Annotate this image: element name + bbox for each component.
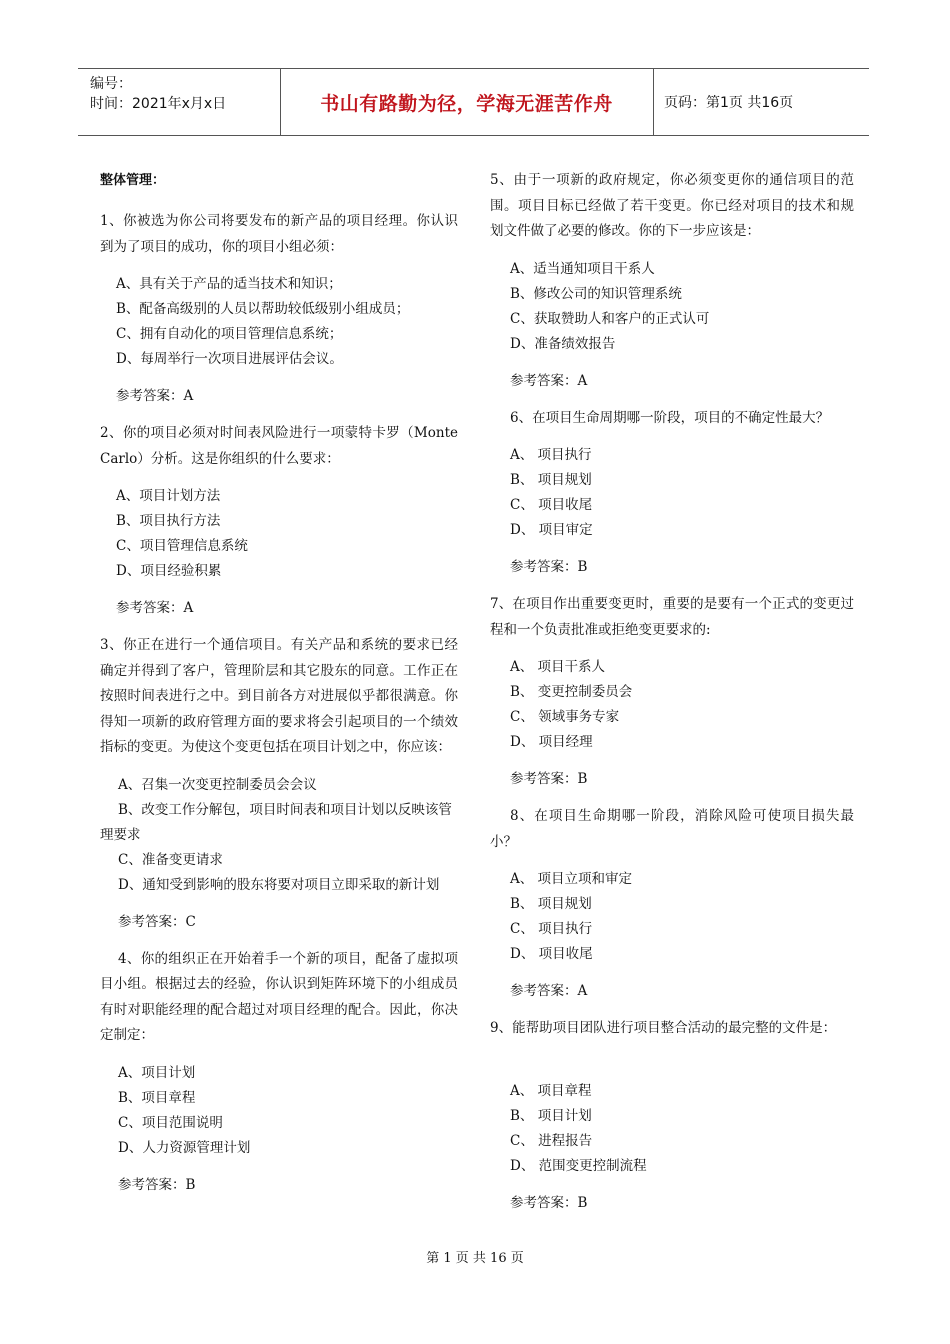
question-7 (490, 592, 854, 792)
question-4 (100, 947, 458, 1198)
option: B、改变工作分解包，项目时间表和项目计划以反映该管理要求 (100, 801, 452, 843)
option-list (100, 773, 458, 898)
option: B、 项目计划 (510, 1107, 592, 1124)
header-page-cell (654, 69, 869, 135)
question-6 (490, 406, 854, 581)
option: C、 项目收尾 (510, 497, 593, 513)
section-title: 整体管理： (100, 173, 166, 188)
question-text: 5、由于一项新的政府规定，你必须变更你的通信项目的范围。项目目标已经做了若干变更。你已经对项目的技术和规划文件做了必要的修改。你的下一步应该是： (490, 172, 854, 239)
option-list (490, 1079, 854, 1179)
number-label: 编号： (90, 76, 132, 92)
question-text: 3、你正在进行一个通信项目。有关产品和系统的要求已经确定并得到了客户，管理阶层和其它股东的同意。工作正在按照时间表进行之中。到目前各方对进展似乎都很满意。你得知一项新的政府管理方面的要求将会引起项目的一个绩效指标的变更。为使这个变更包括在项目计划之中，你应该： (100, 637, 458, 755)
page-label: 页码：第1页 共16页 (664, 95, 794, 111)
option-list (100, 272, 458, 372)
option: B、项目章程 (118, 1089, 196, 1106)
date-label: 时间：2021年x月x日 (90, 96, 227, 112)
option: D、 项目收尾 (510, 946, 593, 962)
question-1 (100, 209, 458, 409)
option: C、项目范围说明 (118, 1114, 223, 1131)
question-3 (100, 633, 458, 935)
option-list (490, 867, 854, 967)
option: A、项目计划 (118, 1064, 196, 1081)
option: A、 项目执行 (510, 447, 592, 463)
right-column (490, 168, 854, 1228)
answer: 参考答案：A (510, 372, 588, 389)
answer: 参考答案：A (116, 388, 194, 404)
option: C、获取赞助人和客户的正式认可 (510, 310, 710, 327)
option: C、 项目执行 (510, 921, 593, 937)
question-text: 4、你的组织正在开始着手一个新的项目，配备了虚拟项目小组。根据过去的经验，你认识到矩阵环境下的小组成员有时对职能经理的配合超过对项目经理的配合。因此，你决定制定： (100, 950, 458, 1043)
question-8 (490, 804, 854, 1004)
left-column (100, 168, 458, 1210)
option: A、适当通知项目干系人 (510, 260, 655, 277)
option: D、准备绩效报告 (510, 335, 616, 352)
option: A、具有关于产品的适当技术和知识； (116, 276, 342, 292)
option-list (100, 1061, 458, 1161)
option: C、 进程报告 (510, 1132, 593, 1149)
answer: 参考答案：A (116, 600, 194, 616)
option: D、每周举行一次项目进展评估会议。 (116, 351, 343, 367)
question-text: 7、在项目作出重要变更时，重要的是要有一个正式的变更过程和一个负责批准或拒绝变更要求的: (490, 596, 854, 638)
option: C、项目管理信息系统 (116, 538, 248, 554)
option: B、 项目规划 (510, 896, 592, 912)
option: A、召集一次变更控制委员会会议 (118, 776, 317, 793)
option: B、 项目规划 (510, 472, 592, 488)
motto: 书山有路勤为径，学海无涯苦作舟 (320, 92, 613, 115)
option-list (100, 484, 458, 584)
page-header (78, 68, 869, 136)
option-list (490, 655, 854, 755)
option: B、修改公司的知识管理系统 (510, 285, 682, 302)
answer: 参考答案：C (118, 913, 196, 930)
question-text: 9、能帮助项目团队进行项目整合活动的最完整的文件是： (490, 1020, 837, 1036)
option: D、项目经验积累 (116, 563, 222, 579)
question-text: 6、在项目生命周期哪一阶段，项目的不确定性最大？ (510, 409, 830, 426)
option: D、 项目经理 (510, 734, 593, 750)
option: C、 领域事务专家 (510, 709, 620, 725)
page-footer: 第 1 页 共 16 页 (426, 1251, 524, 1266)
question-text: 1、你被选为你公司将要发布的新产品的项目经理。你认识到为了项目的成功，你的项目小组必须： (100, 213, 458, 255)
option: A、 项目章程 (510, 1082, 592, 1099)
option: A、 项目立项和审定 (510, 871, 633, 887)
answer: 参考答案：B (510, 1194, 588, 1211)
question-2 (100, 421, 458, 621)
option: D、 范围变更控制流程 (510, 1157, 647, 1174)
header-info-cell (78, 69, 281, 135)
option: D、人力资源管理计划 (118, 1139, 251, 1156)
question-9 (490, 1016, 854, 1216)
answer: 参考答案：B (118, 1176, 196, 1193)
answer: 参考答案：B (510, 771, 588, 787)
option: A、项目计划方法 (116, 488, 221, 504)
option: A、 项目干系人 (510, 659, 606, 675)
option: C、拥有自动化的项目管理信息系统； (116, 326, 343, 342)
question-5 (490, 168, 854, 394)
question-text: 2、你的项目必须对时间表风险进行一项蒙特卡罗（Monte Carlo）分析。这是你组织的什么要求： (100, 425, 458, 467)
option: C、准备变更请求 (118, 851, 223, 868)
option: B、配备高级别的人员以帮助较低级别小组成员； (116, 301, 410, 317)
option: D、通知受到影响的股东将要对项目立即采取的新计划 (118, 876, 440, 893)
question-text: 8、在项目生命期哪一阶段，消除风险可使项目损失最小？ (490, 808, 854, 850)
answer: 参考答案：B (510, 559, 588, 575)
option: D、 项目审定 (510, 522, 593, 538)
option-list (490, 257, 854, 357)
option: B、 变更控制委员会 (510, 684, 633, 700)
option: B、项目执行方法 (116, 513, 221, 529)
header-motto-cell (280, 69, 654, 135)
option-list (490, 443, 854, 543)
answer: 参考答案：A (510, 983, 588, 999)
